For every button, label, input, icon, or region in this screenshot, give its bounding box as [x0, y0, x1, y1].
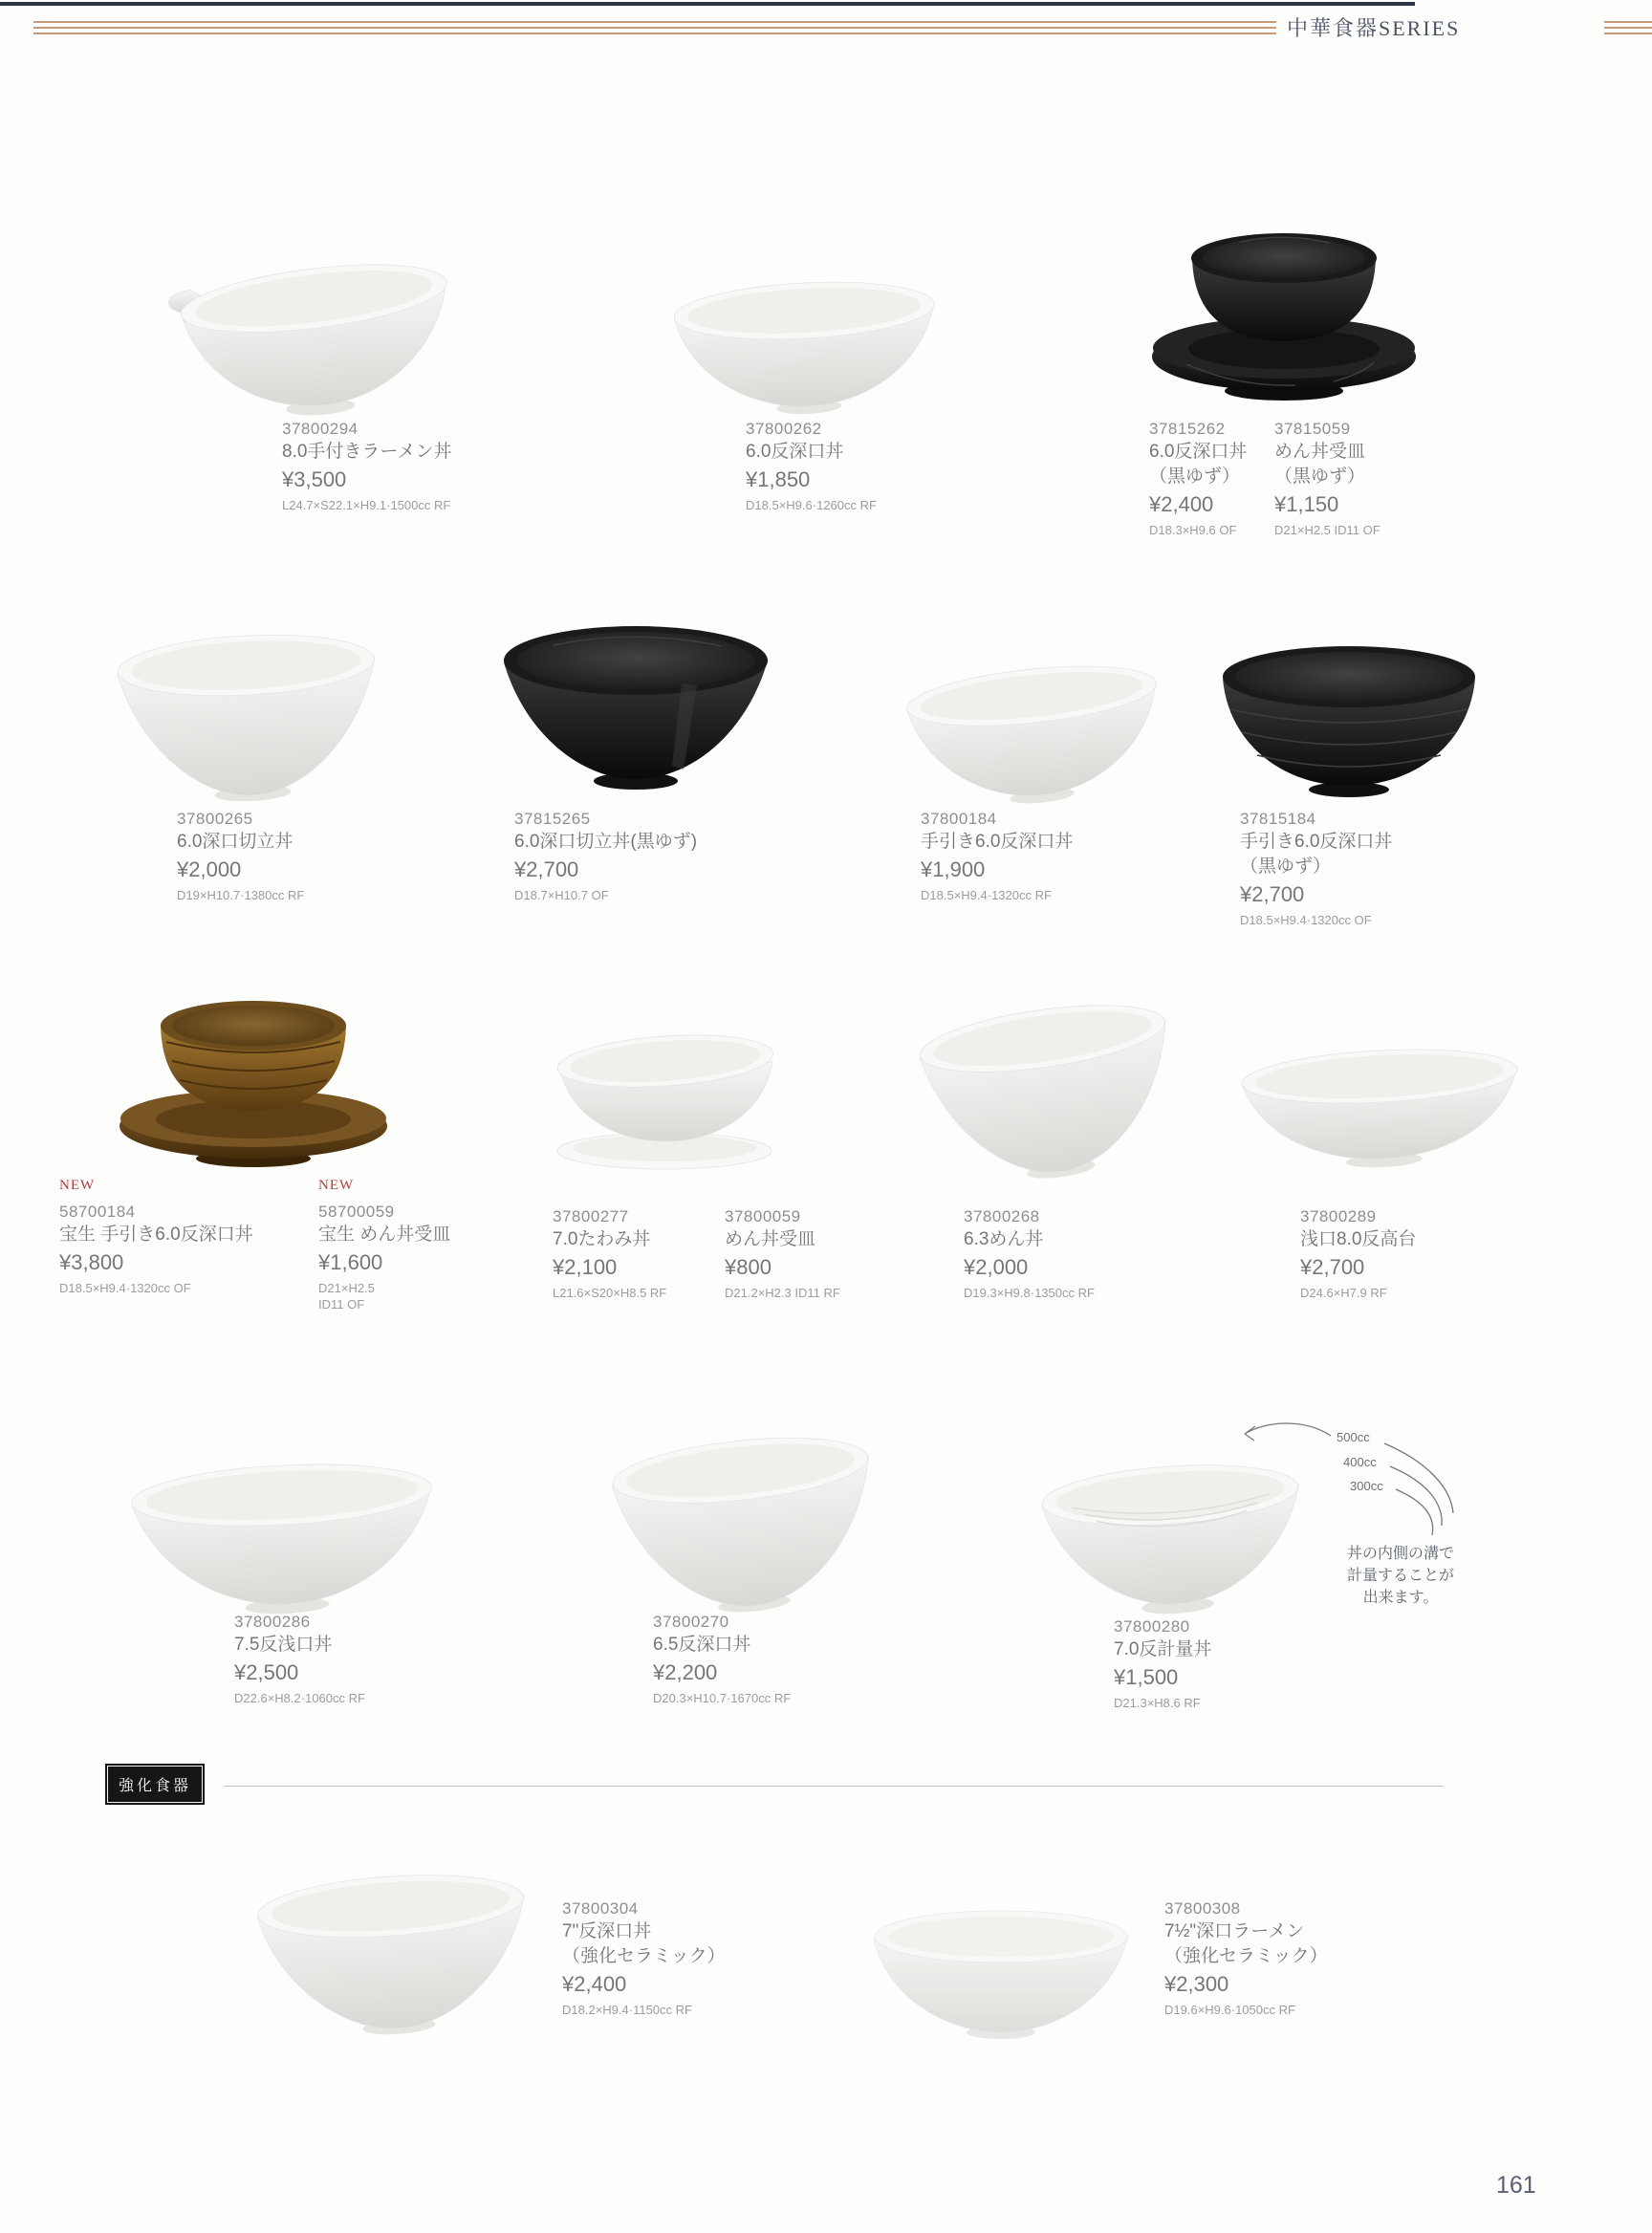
product-price: ¥3,800	[59, 1250, 124, 1274]
product-entry	[318, 1178, 529, 1312]
product-entry	[1240, 808, 1498, 928]
product-price: ¥2,200	[653, 1660, 718, 1684]
product-dimensions: D20.3×H10.7·1670cc RF	[653, 1691, 792, 1705]
product-name: 6.0深口切立丼	[177, 832, 293, 852]
cc-label-300: 300cc	[1350, 1479, 1383, 1493]
product-code: 37815184	[1240, 810, 1316, 828]
product-entry	[1164, 1897, 1423, 2018]
product-photo-brown-bowl-with-saucer	[96, 973, 402, 1179]
product-entry	[562, 1897, 820, 2018]
product-entry	[59, 1178, 317, 1296]
product-name-line2: （黒ゆず）	[1149, 466, 1241, 487]
product-entry	[282, 418, 540, 513]
product-photo-black-cone-bowl	[494, 617, 776, 805]
product-name: 浅口8.0反高台	[1300, 1229, 1417, 1249]
product-photo-white-flared-bowl	[105, 617, 392, 813]
product-entry	[725, 1205, 887, 1301]
product-entry	[1114, 1615, 1372, 1711]
product-name: 6.0反深口丼	[1149, 442, 1248, 462]
product-photo-white-bowl-on-saucer	[526, 1025, 803, 1173]
header-triple-line-left	[33, 21, 1276, 35]
product-code: 37800262	[746, 420, 822, 438]
product-code: 37800184	[921, 810, 997, 828]
product-dimensions: D18.5×H9.4·1320cc OF	[59, 1281, 191, 1295]
product-entry	[514, 808, 772, 903]
product-code: 37815262	[1149, 420, 1226, 438]
product-name: 6.5反深口丼	[653, 1635, 751, 1655]
product-name-line2: （黒ゆず）	[1274, 466, 1366, 487]
product-code: 58700184	[59, 1203, 136, 1221]
product-name: 7"反深口丼	[562, 1921, 652, 1941]
product-entry	[921, 808, 1179, 903]
product-entry	[1149, 418, 1275, 538]
product-photo-white-deep-bowl	[598, 1412, 893, 1631]
product-price: ¥2,700	[514, 857, 579, 881]
product-price: ¥2,100	[553, 1255, 618, 1279]
measuring-note-line3: 出来ます。	[1362, 1590, 1439, 1606]
measuring-note-line1: 丼の内側の溝で	[1346, 1546, 1454, 1562]
product-photo-white-bowl	[245, 1854, 543, 2050]
measuring-note-line2: 計量することが	[1346, 1568, 1454, 1584]
product-dimensions: D21×H2.5	[318, 1281, 375, 1295]
product-dimensions: D18.5×H9.4·1320cc OF	[1240, 913, 1372, 927]
product-code: 37800280	[1114, 1617, 1190, 1636]
product-price: ¥2,700	[1240, 882, 1305, 906]
product-name-line2: （強化セラミック）	[562, 1946, 726, 1966]
product-dimensions: D21×H2.5 ID11 OF	[1274, 523, 1380, 537]
product-dimensions: D19.3×H9.8·1350cc RF	[964, 1286, 1095, 1300]
product-price: ¥2,300	[1164, 1972, 1229, 1996]
product-photo-ramen-bowl-handle	[163, 246, 474, 427]
section-divider-line	[224, 1786, 1444, 1787]
product-entry	[177, 808, 435, 903]
product-name-line2: （黒ゆず）	[1240, 856, 1332, 877]
product-name: 6.0反深口丼	[746, 442, 844, 462]
product-entry	[964, 1205, 1222, 1301]
product-code: 37800270	[653, 1613, 729, 1631]
product-name: 手引き6.0反深口丼	[921, 832, 1074, 852]
header-triple-line-right	[1604, 21, 1652, 35]
top-rule	[0, 2, 1415, 6]
product-photo-white-shallow-bowl	[1235, 1034, 1529, 1183]
product-price: ¥3,500	[282, 467, 347, 491]
product-code: 37815059	[1274, 420, 1351, 438]
product-photo-white-bowl	[862, 1900, 1140, 2042]
product-code: 37815265	[514, 810, 591, 828]
product-code: 37800304	[562, 1899, 639, 1918]
product-photo-black-ridged-bowl	[1211, 629, 1487, 806]
product-dimensions: D18.3×H9.6 OF	[1149, 523, 1237, 537]
product-code: 37800268	[964, 1207, 1040, 1225]
product-dimensions: D24.6×H7.9 RF	[1300, 1286, 1387, 1300]
product-entry	[553, 1205, 715, 1301]
product-code: 37800289	[1300, 1207, 1377, 1225]
product-dimensions-line2: ID11 OF	[318, 1297, 365, 1312]
product-price: ¥2,000	[177, 857, 242, 881]
product-price: ¥2,400	[1149, 492, 1214, 516]
product-name: めん丼受皿	[725, 1229, 816, 1249]
product-name: 手引き6.0反深口丼	[1240, 832, 1393, 852]
product-price: ¥1,500	[1114, 1665, 1179, 1689]
product-dimensions: D19.6×H9.6·1050cc RF	[1164, 2003, 1295, 2017]
product-name: 宝生 手引き6.0反深口丼	[59, 1225, 253, 1245]
product-name: 7½"深口ラーメン	[1164, 1921, 1305, 1941]
product-name: 6.0深口切立丼(黒ゆず)	[514, 832, 698, 852]
product-entry	[234, 1611, 492, 1706]
product-entry	[1274, 418, 1401, 538]
product-name: 宝生 めん丼受皿	[318, 1225, 451, 1245]
product-price: ¥1,850	[746, 467, 811, 491]
cc-label-500: 500cc	[1337, 1430, 1370, 1444]
product-entry	[653, 1611, 911, 1706]
product-photo-white-shallow-bowl	[122, 1446, 446, 1630]
product-dimensions: D21.2×H2.3 ID11 RF	[725, 1286, 840, 1300]
product-name: 7.5反浅口丼	[234, 1635, 333, 1655]
product-name: 7.0反計量丼	[1114, 1639, 1212, 1659]
product-price: ¥2,000	[964, 1255, 1029, 1279]
product-dimensions: D21.3×H8.6 RF	[1114, 1696, 1201, 1710]
product-name-line2: （強化セラミック）	[1164, 1946, 1328, 1966]
product-entry	[1300, 1205, 1558, 1301]
product-price: ¥1,900	[921, 857, 986, 881]
product-price: ¥1,150	[1274, 492, 1339, 516]
product-code: 37800286	[234, 1613, 311, 1631]
product-dimensions: D18.5×H9.6·1260cc RF	[746, 498, 877, 512]
new-badge: NEW	[59, 1178, 96, 1193]
product-dimensions: D19×H10.7·1380cc RF	[177, 888, 305, 902]
product-dimensions: D18.5×H9.4·1320cc RF	[921, 888, 1052, 902]
product-dimensions: D22.6×H8.2·1060cc RF	[234, 1691, 365, 1705]
product-price: ¥800	[725, 1255, 772, 1279]
product-photo-white-deep-bowl	[904, 978, 1195, 1200]
product-code: 37800265	[177, 810, 253, 828]
measuring-note	[1322, 1543, 1479, 1609]
product-dimensions: D18.2×H9.4·1150cc RF	[562, 2003, 692, 2017]
product-code: 58700059	[318, 1203, 395, 1221]
product-photo-black-bowl-with-saucer	[1133, 204, 1429, 414]
product-name: 8.0手付きラーメン丼	[282, 442, 452, 462]
product-photo-white-bowl	[892, 644, 1179, 820]
product-price: ¥2,700	[1300, 1255, 1365, 1279]
product-entry	[746, 418, 1004, 513]
page-number: 161	[1496, 2172, 1536, 2199]
product-price: ¥2,400	[562, 1972, 627, 1996]
cc-label-400: 400cc	[1343, 1455, 1377, 1469]
section-badge: 強化食器	[107, 1766, 203, 1803]
product-price: ¥1,600	[318, 1250, 383, 1274]
page-title: 中華食器SERIES	[1287, 16, 1461, 40]
product-name: めん丼受皿	[1274, 442, 1366, 462]
product-code: 37800294	[282, 420, 359, 438]
new-badge: NEW	[318, 1178, 355, 1193]
product-photo-white-bowl	[661, 265, 949, 423]
product-dimensions: D18.7×H10.7 OF	[514, 888, 609, 902]
product-code: 37800059	[725, 1207, 801, 1225]
product-dimensions: L21.6×S20×H8.5 RF	[553, 1286, 667, 1300]
product-code: 37800277	[553, 1207, 629, 1225]
product-price: ¥2,500	[234, 1660, 299, 1684]
product-code: 37800308	[1164, 1899, 1241, 1918]
product-dimensions: L24.7×S22.1×H9.1·1500cc RF	[282, 498, 451, 512]
product-name: 7.0たわみ丼	[553, 1229, 651, 1249]
product-name: 6.3めん丼	[964, 1229, 1044, 1249]
